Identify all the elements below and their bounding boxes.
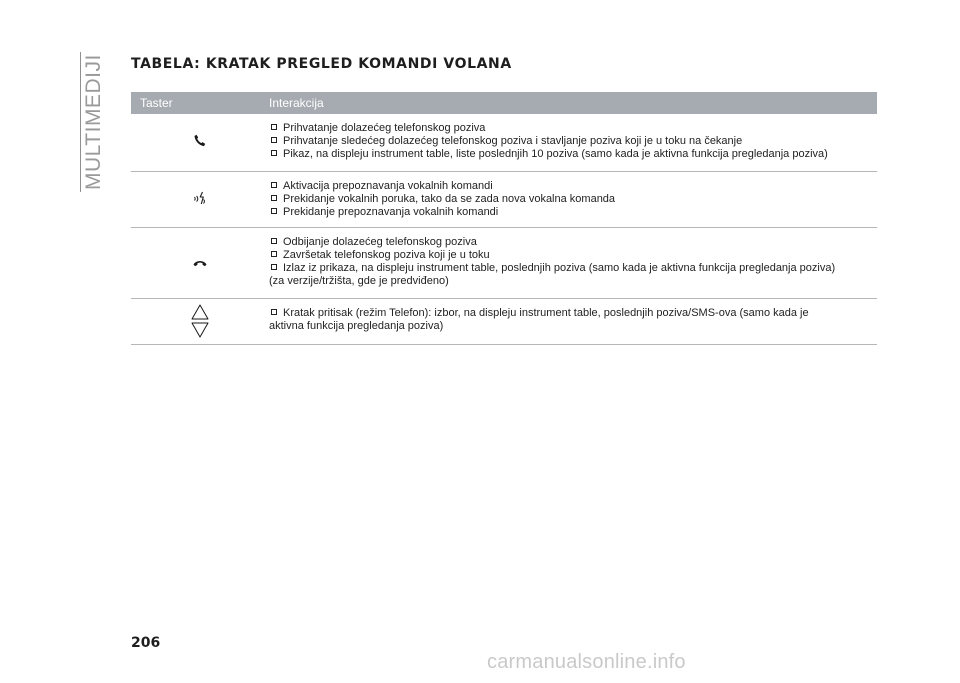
list-item: Izlaz iz prikaza, na displeju instrument table, poslednjih poziva (samo kada je aktivna funkcija pregledanja poziva) [269,262,877,275]
bullet-square [271,238,277,244]
key-cell [131,168,269,227]
header-key: Taster [140,96,173,110]
bullet-square [271,251,277,257]
bullet-square [271,208,277,214]
list-item-continuation: (za verzije/tržišta, gde je predviđeno) [269,275,449,287]
list-item: Odbijanje dolazećeg telefonskog poziva [269,236,877,249]
table-heading: TABELA: KRATAK PREGLED KOMANDI VOLANA [131,56,512,72]
bullet-square [271,124,277,130]
interaction-cell [269,228,877,298]
table-row [131,114,877,172]
voice-command-icon [193,191,207,205]
list-item-continuation: aktivna funkcija pregledanja poziva) [269,320,444,332]
up-down-arrows-icon [191,304,209,338]
list-item: Prihvatanje dolazećeg telefonskog poziva [269,122,877,135]
section-tab-label: MULTIMEDIJI [82,54,105,190]
steering-controls-table [131,92,877,345]
phone-hangup-icon [193,259,207,267]
interaction-cell [269,114,877,171]
phone-answer-icon [194,134,206,147]
key-cell [131,228,269,298]
key-cell [131,297,269,344]
list-item: Kratak pritisak (režim Telefon): izbor, na displeju instrument table, poslednjih poziva/SMS-ova (samo kada je [269,307,877,320]
list-item: Prihvatanje sledećeg dolazećeg telefonskog poziva i stavljanje poziva koji je u toku na čekanje [269,135,877,148]
bullet-square [271,309,277,315]
bullet-square [271,182,277,188]
list-item: Prekidanje prepoznavanja vokalnih komandi [269,206,877,219]
bullet-square [271,195,277,201]
header-interaction: Interakcija [269,96,324,110]
bullet-square [271,150,277,156]
list-item: Aktivacija prepoznavanja vokalnih komandi [269,180,877,193]
bullet-square [271,137,277,143]
interaction-cell [269,299,877,344]
bullet-square [271,264,277,270]
table-row [131,299,877,345]
interaction-cell [269,172,877,227]
list-item: Završetak telefonskog poziva koji je u toku [269,249,877,262]
table-row [131,172,877,228]
table-row [131,228,877,299]
key-cell [131,110,269,171]
page-number: 206 [131,635,161,651]
watermark: carmanualsonline.info [487,651,686,673]
list-item: Pikaz, na displeju instrument table, liste poslednjih 10 poziva (samo kada je aktivna funkcija pregledanja poziva) [269,148,877,161]
list-item: Prekidanje vokalnih poruka, tako da se zada nova vokalna komanda [269,193,877,206]
